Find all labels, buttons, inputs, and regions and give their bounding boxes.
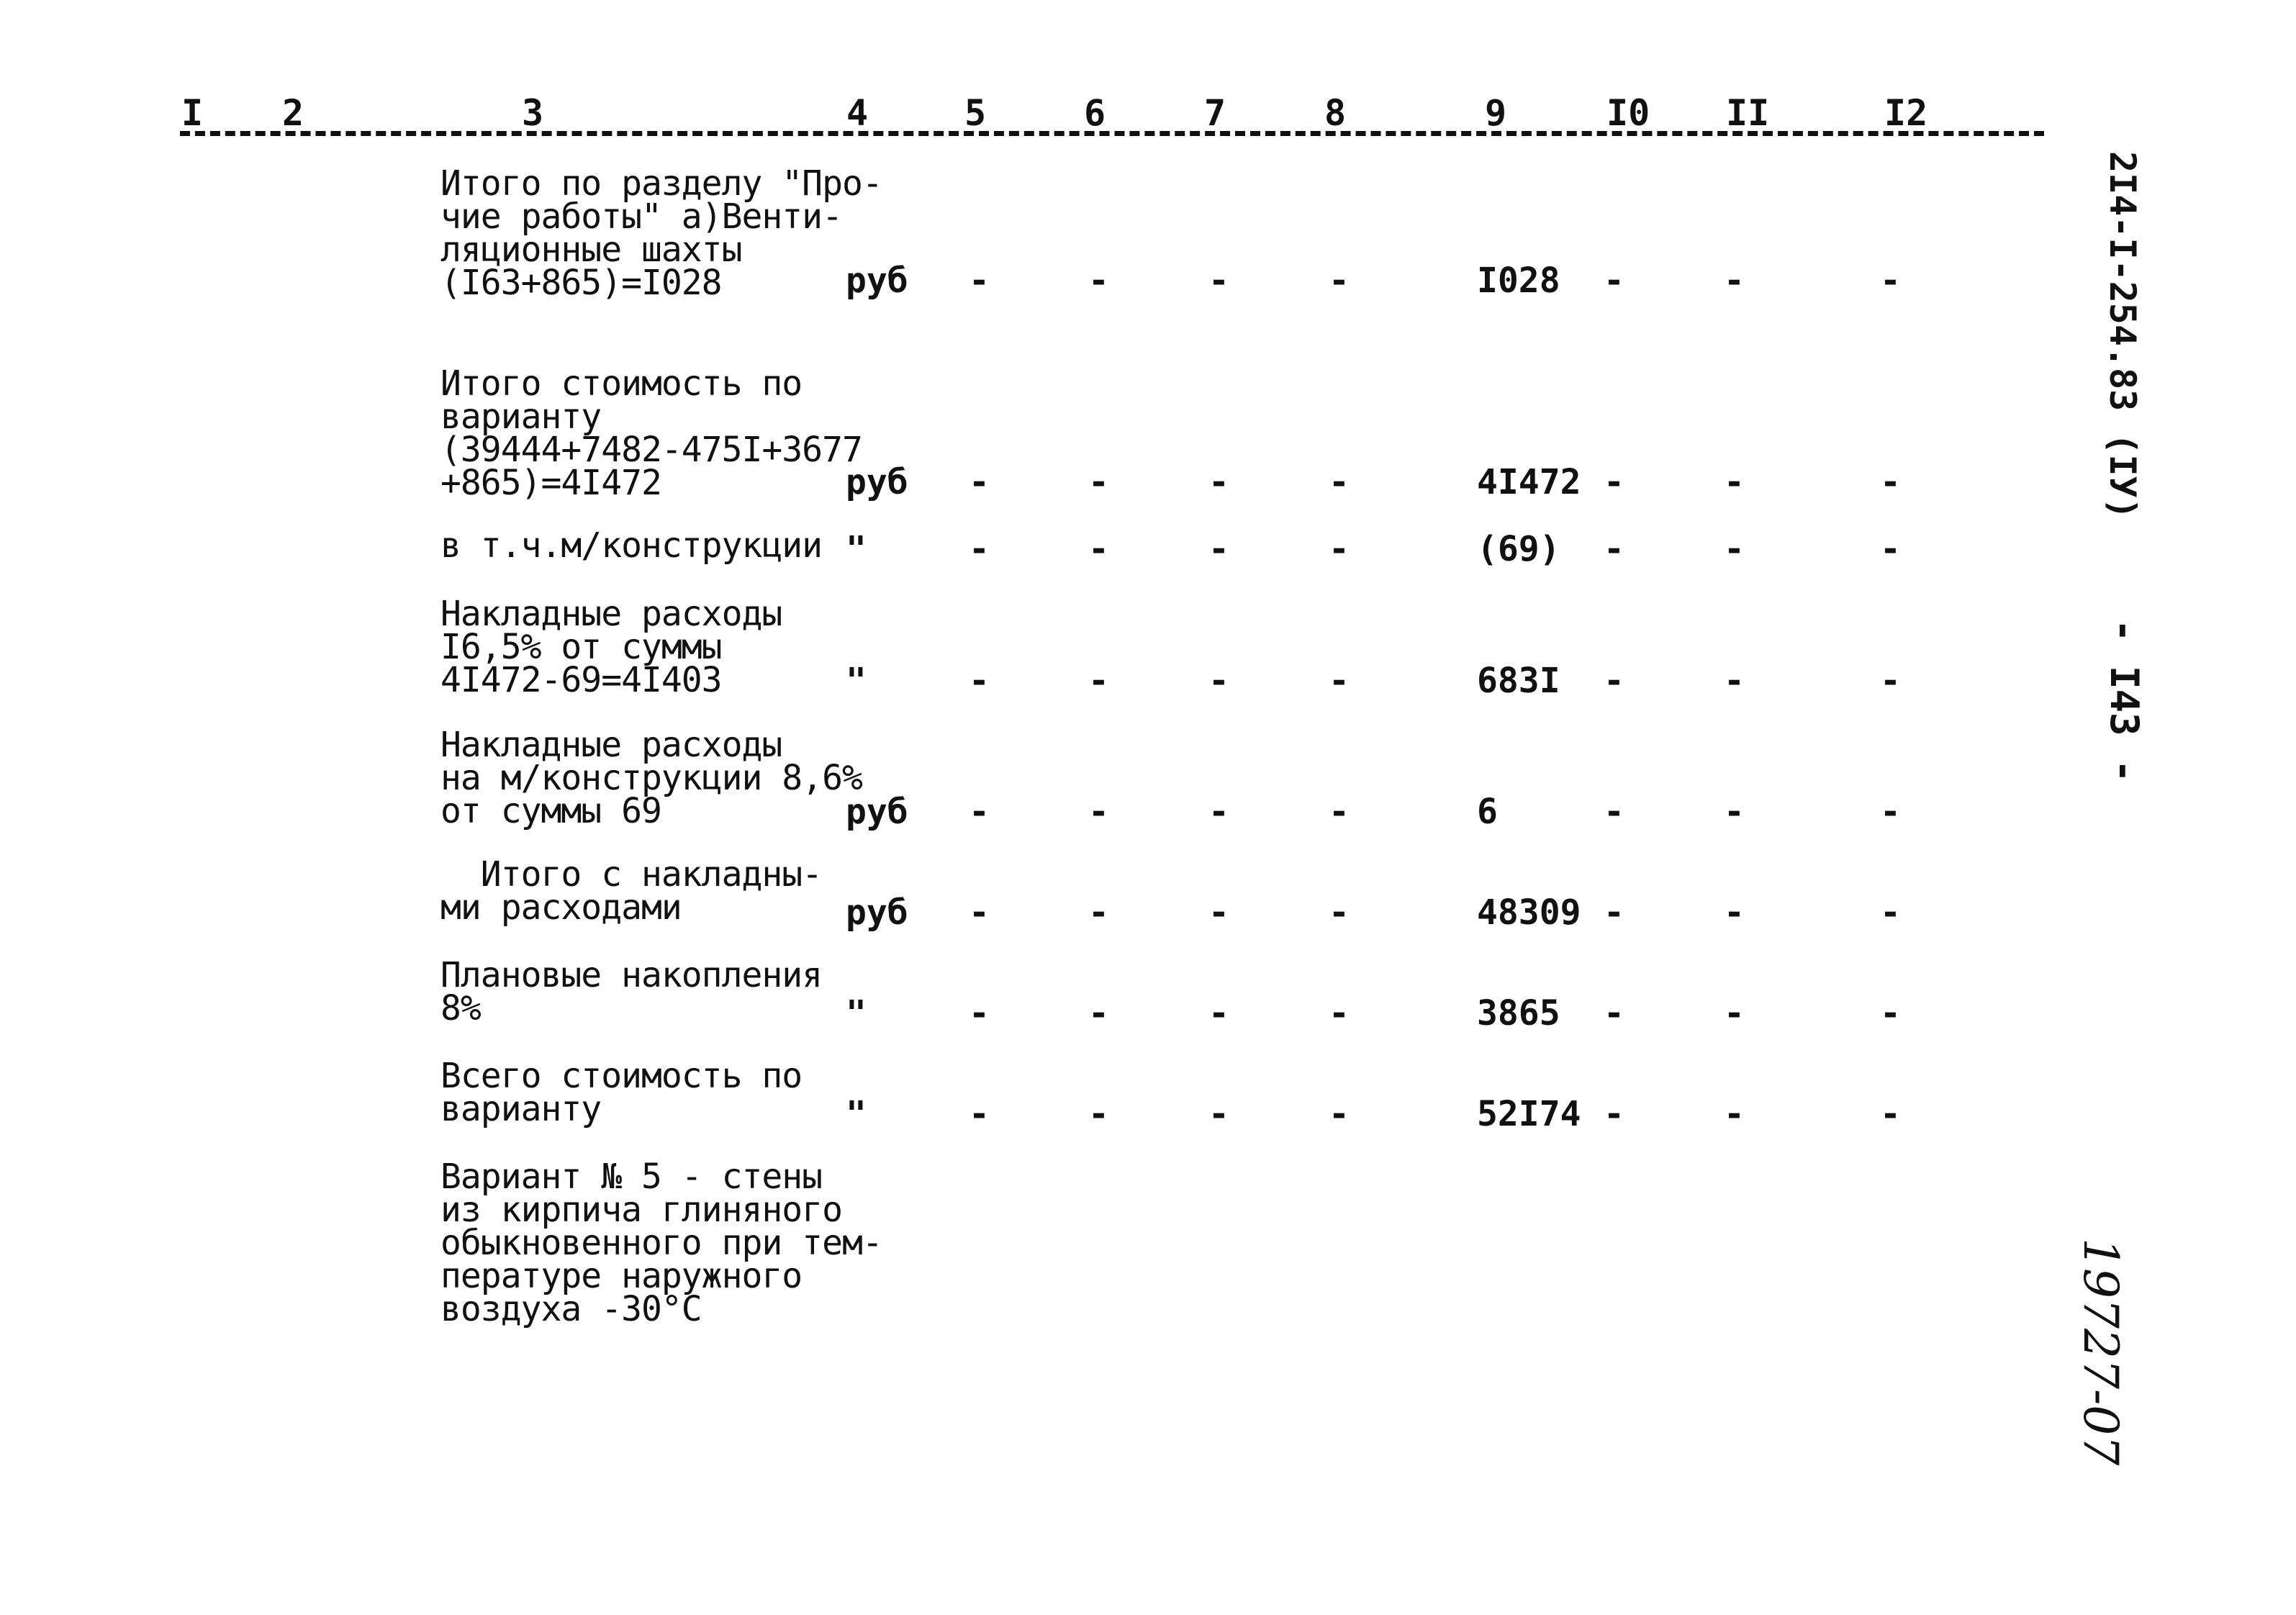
cell-col12: - xyxy=(1880,1094,1901,1134)
column-number-8: 8 xyxy=(1324,92,1347,134)
row-description: Плановые накопления 8% xyxy=(440,955,823,1028)
cell-col8: - xyxy=(1329,261,1350,301)
document-code: 2I4-I-254.83 (IУ) xyxy=(2102,151,2143,520)
cell-col9-value: 683I xyxy=(1477,661,1560,701)
cell-col12: - xyxy=(1880,529,1901,569)
row-description: Накладные расходы I6,5% от суммы 4I472-69=4I403 xyxy=(440,594,782,700)
cell-col6: - xyxy=(1088,892,1109,933)
cell-col8: - xyxy=(1329,661,1350,701)
cell-col11: - xyxy=(1724,993,1745,1033)
cell-col12: - xyxy=(1880,462,1901,502)
column-number-7: 7 xyxy=(1204,92,1226,134)
handwritten-number: 19727-07 xyxy=(2073,1238,2128,1466)
cell-col8: - xyxy=(1329,462,1350,502)
cell-col7: - xyxy=(1208,993,1229,1033)
row-description: Итого стоимость по варианту (39444+7482-475I+3677 +865)=4I472 xyxy=(440,363,862,503)
cell-col8: - xyxy=(1329,529,1350,569)
row-unit: руб xyxy=(846,261,908,301)
cell-col7: - xyxy=(1208,529,1229,569)
column-number-5: 5 xyxy=(964,92,987,134)
cell-col10: - xyxy=(1604,993,1624,1033)
column-number-9: 9 xyxy=(1485,92,1507,134)
cell-col12: - xyxy=(1880,661,1901,701)
page-number: - I43 - xyxy=(2102,619,2147,783)
cell-col7: - xyxy=(1208,661,1229,701)
cell-col5: - xyxy=(969,892,990,933)
cell-col5: - xyxy=(969,1094,990,1134)
cell-col9-value: 6 xyxy=(1477,792,1498,832)
cell-col12: - xyxy=(1880,993,1901,1033)
cell-col8: - xyxy=(1329,892,1350,933)
cell-col5: - xyxy=(969,792,990,832)
cell-col5: - xyxy=(969,529,990,569)
cell-col6: - xyxy=(1088,529,1109,569)
column-number-2: 2 xyxy=(282,92,304,134)
column-number-1: I xyxy=(181,92,204,134)
cell-col5: - xyxy=(969,261,990,301)
cell-col5: - xyxy=(969,462,990,502)
cell-col11: - xyxy=(1724,792,1745,832)
cell-col9-value: 48309 xyxy=(1477,892,1581,933)
cell-col7: - xyxy=(1208,1094,1229,1134)
cell-col6: - xyxy=(1088,261,1109,301)
cell-col11: - xyxy=(1724,1094,1745,1134)
cell-col10: - xyxy=(1604,661,1624,701)
cell-col6: - xyxy=(1088,1094,1109,1134)
row-unit: руб xyxy=(846,892,908,933)
cell-col6: - xyxy=(1088,462,1109,502)
cell-col11: - xyxy=(1724,661,1745,701)
cell-col5: - xyxy=(969,661,990,701)
cell-col7: - xyxy=(1208,462,1229,502)
cell-col12: - xyxy=(1880,892,1901,933)
row-unit: " xyxy=(846,993,867,1033)
cell-col8: - xyxy=(1329,792,1350,832)
row-unit: руб xyxy=(846,792,908,832)
cell-col11: - xyxy=(1724,462,1745,502)
cell-col6: - xyxy=(1088,993,1109,1033)
row-description: в т.ч.м/конструкции xyxy=(440,525,823,566)
cell-col6: - xyxy=(1088,661,1109,701)
cell-col7: - xyxy=(1208,261,1229,301)
column-number-3: 3 xyxy=(522,92,544,134)
cell-col9-value: 52I74 xyxy=(1477,1094,1581,1134)
cell-col9-value: 3865 xyxy=(1477,993,1560,1033)
cell-col12: - xyxy=(1880,261,1901,301)
row-unit: руб xyxy=(846,462,908,502)
cell-col10: - xyxy=(1604,792,1624,832)
cell-col9-value: 4I472 xyxy=(1477,462,1581,502)
column-number-12: I2 xyxy=(1884,92,1928,134)
cell-col7: - xyxy=(1208,892,1229,933)
cell-col10: - xyxy=(1604,529,1624,569)
column-number-4: 4 xyxy=(846,92,869,134)
cell-col6: - xyxy=(1088,792,1109,832)
column-number-11: II xyxy=(1726,92,1770,134)
cell-col10: - xyxy=(1604,1094,1624,1134)
row-description: Накладные расходы на м/конструкции 8,6% от суммы 69 xyxy=(440,725,862,831)
row-description: Всего стоимость по варианту xyxy=(440,1056,803,1129)
cell-col5: - xyxy=(969,993,990,1033)
row-description: Итого по разделу "Про- чие работы" а)Венти- ляционные шахты (I63+865)=I028 xyxy=(440,163,882,303)
header-divider xyxy=(180,131,2044,136)
cell-col10: - xyxy=(1604,892,1624,933)
cell-col9-value: (69) xyxy=(1477,529,1560,569)
row-unit: " xyxy=(846,1094,867,1134)
row-unit: " xyxy=(846,529,867,569)
cell-col7: - xyxy=(1208,792,1229,832)
cell-col12: - xyxy=(1880,792,1901,832)
variant-note: Вариант № 5 - стены из кирпича глиняного обыкновенного при тем- пературе наружного воздуха -30°С xyxy=(440,1157,882,1329)
column-number-10: I0 xyxy=(1606,92,1650,134)
cell-col8: - xyxy=(1329,993,1350,1033)
cell-col8: - xyxy=(1329,1094,1350,1134)
column-number-6: 6 xyxy=(1084,92,1106,134)
cell-col9-value: I028 xyxy=(1477,261,1560,301)
row-unit: " xyxy=(846,661,867,701)
row-description: Итого с накладны- ми расходами xyxy=(440,854,823,928)
cell-col11: - xyxy=(1724,529,1745,569)
cell-col11: - xyxy=(1724,261,1745,301)
cell-col10: - xyxy=(1604,462,1624,502)
cell-col11: - xyxy=(1724,892,1745,933)
cell-col10: - xyxy=(1604,261,1624,301)
